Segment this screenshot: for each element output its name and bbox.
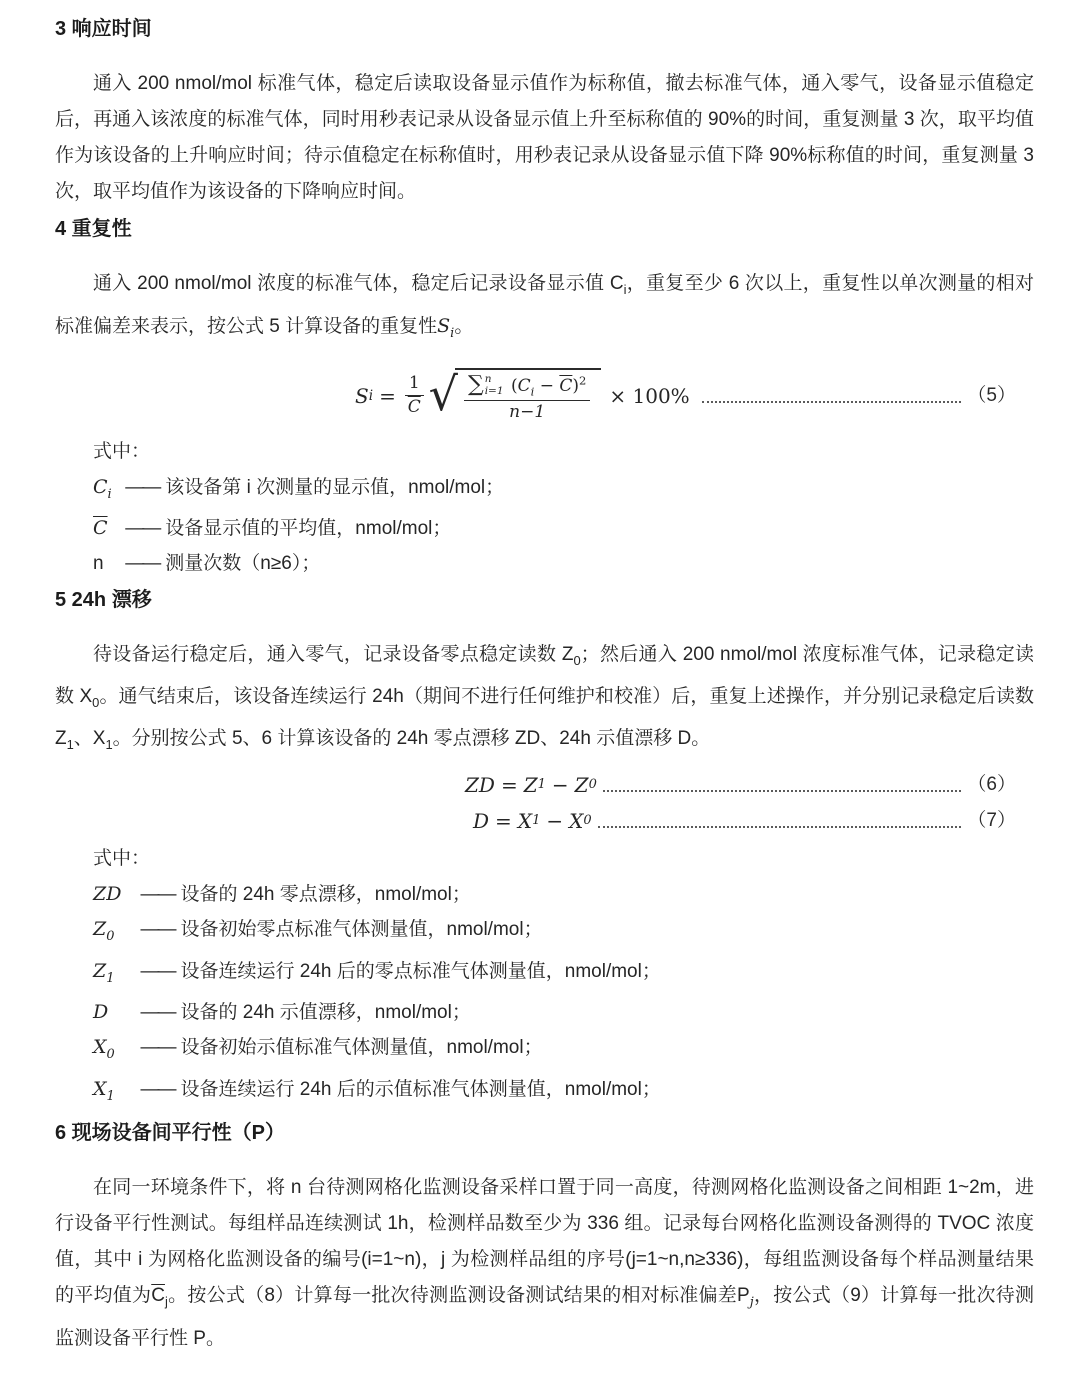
definition-term: $X_1$ [93, 1078, 115, 1104]
definition-dash: —— [140, 883, 175, 905]
dotted-leader [598, 824, 962, 828]
section-5-heading: 5 24h 漂移 [55, 589, 152, 612]
section-4-heading: 4 重复性 [55, 218, 132, 240]
summation-symbol: ∑ n i=1 [467, 372, 504, 398]
definition-dash: —— [125, 518, 160, 540]
definition-desc: 设备的 24h 零点漂移，nmol/mol； [180, 883, 471, 905]
formula-7-number: （7） [967, 809, 1016, 831]
definition-row [93, 995, 1034, 1030]
section-4-definitions [93, 470, 1034, 582]
formula-6-number: （6） [967, 773, 1016, 795]
definition-term: $Z_0$ [93, 917, 115, 944]
formula-6 [55, 767, 1016, 803]
definition-row [93, 877, 1034, 912]
definition-dash: —— [125, 553, 160, 575]
formula-5 [55, 360, 1016, 432]
definition-dash: —— [125, 476, 160, 498]
definition-term: $\overline{C}$ [93, 517, 108, 540]
formula-5-number: （5） [967, 384, 1016, 406]
section-4-paragraph: 通入 200 nmol/mol 浓度的标准气体，稳定后记录设备显示值 $C_i$，重复至少 6 次以上，重复性以单次测量的相对标准偏差来表示，按公式 5 计算设备的重复性$S_i$。 [55, 273, 1034, 341]
definition-dash: —— [140, 960, 175, 982]
definition-row [93, 954, 1034, 996]
definition-desc: 设备初始示值标准气体测量值，nmol/mol； [180, 1037, 543, 1059]
definition-row [93, 912, 1034, 954]
section-3-paragraph: 通入 200 nmol/mol 标准气体，稳定后读取设备显示值作为标称值，撤去标准气体，通入零气，设备显示值稳定后，再通入该浓度的标准气体，同时用秒表记录从设备显示值上升至标称值的 90%的时间，重复测量 3 次，取平均值作为该设备的上升响应时间；待示值稳定在标称值时，用秒表记录从设备显示值下降 90%标称值的时间，重复测量 3 次，取平均值作为该设备的下降响应时间。 [55, 73, 1034, 202]
radical-sign: √ [428, 366, 458, 421]
definition-desc: 该设备第 i 次测量的显示值，nmol/mol； [165, 476, 505, 498]
definition-dash: —— [140, 918, 175, 940]
definition-row [93, 470, 1034, 512]
definition-row [93, 1030, 1034, 1072]
section-5-paragraph: 待设备运行稳定后，通入零气，记录设备零点稳定读数 $Z_0$；然后通入 200 nmol/mol 浓度标准气体，记录稳定读数 $X_0$。通气结束后，该设备连续运行 24h（期间不进行任何维护和校准）后，重复上述操作，并分别记录稳定后读数 $Z_1$、$X_1$。分别按公式 5、6 计算该设备的 24h 零点漂移 ZD、24h 示值漂移 D。 [55, 644, 1035, 752]
dotted-leader [603, 788, 962, 792]
definition-desc: 设备连续运行 24h 后的零点标准气体测量值，nmol/mol； [180, 960, 661, 982]
dotted-leader [702, 399, 962, 403]
section-6-heading: 6 现场设备间平行性（P） [55, 1121, 286, 1144]
definition-term: ZD [93, 882, 122, 905]
root-fraction: ∑ n i=1 $(C_i - \overline{C})^2$ n−1 [464, 373, 590, 423]
definition-row [93, 511, 1034, 546]
definition-dash: —— [140, 1079, 175, 1101]
formula-6-body: ZD = Z 1 − Z 0 [465, 772, 597, 797]
definition-desc: 设备连续运行 24h 后的示值标准气体测量值，nmol/mol； [180, 1079, 661, 1101]
definition-term: $Z_1$ [93, 959, 115, 986]
definition-desc: 设备显示值的平均值，nmol/mol； [165, 518, 452, 540]
where-label-1: 式中： [93, 440, 151, 462]
definition-dash: —— [140, 1037, 175, 1059]
square-root [429, 368, 602, 423]
definition-term: $C_i$ [93, 475, 112, 502]
coefficient-fraction: $\frac{1}{C}$ [405, 373, 424, 419]
definition-row [93, 1072, 1034, 1114]
section-3-heading: 3 响应时间 [55, 18, 152, 40]
definition-term: $X_0$ [93, 1036, 115, 1063]
section-6-paragraph: 在同一环境条件下，将 n 台待测网格化监测设备采样口置于同一高度，待测网格化监测设备之间相距 1~2m，进行设备平行性测试。每组样品连续测试 1h，检测样品数至少为 336 组。记录每台网格化监测设备测得的 TVOC 浓度值，其中 i 为网格化监测设备的编号(i=1~n)，j 为检测样品组的序号(j=1~n,n≥336)，每组监测设备每个样品测量结果的平均值为$\overline{C}_j$。按公式（8）计算每一批次待测监测设备测试结果的相对标准偏差$P_j$，按公式（9）计算每一批次待测监测设备平行性 P。 [55, 1176, 1034, 1349]
formula-5-body: S i = $\frac{1}{C}$ √ ∑ n i=1 $(C_i - \overline{C})^2$ n−1 × 100% [355, 366, 690, 422]
definition-dash: —— [140, 1002, 175, 1024]
formula-5-lhs: S [355, 383, 369, 408]
definition-term: D [93, 1001, 109, 1024]
definition-desc: 设备的 24h 示值漂移，nmol/mol； [180, 1002, 471, 1024]
formula-7 [55, 803, 1016, 839]
formula-7-body: D = X 1 − X 0 [473, 808, 592, 833]
definition-desc: 测量次数（n≥6）； [165, 553, 321, 575]
definition-desc: 设备初始零点标准气体测量值，nmol/mol； [180, 918, 543, 940]
definition-row [93, 546, 1034, 581]
section-5-definitions [93, 877, 1034, 1114]
definition-term: n [93, 553, 104, 575]
where-label-2: 式中： [93, 847, 151, 869]
